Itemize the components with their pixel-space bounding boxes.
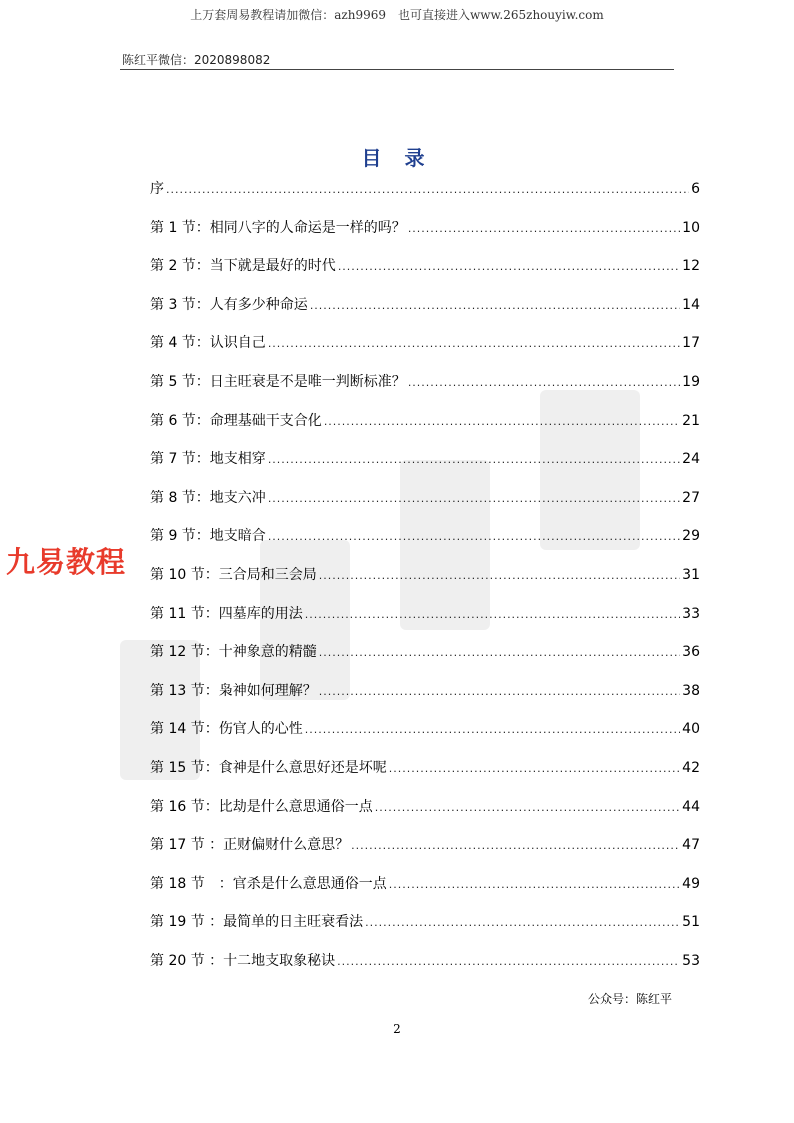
toc-entry[interactable] — [150, 487, 700, 526]
toc-entry[interactable] — [150, 834, 700, 873]
toc-entry[interactable] — [150, 410, 700, 449]
footer-account: 公众号：陈红平 — [588, 992, 673, 1006]
toc-entry-label: 第 13 节：枭神如何理解？ — [150, 682, 317, 699]
toc-dot-leader — [375, 801, 680, 814]
toc-entry-page: 29 — [682, 528, 700, 545]
toc-entry-page: 24 — [682, 451, 700, 468]
toc-dot-leader — [351, 839, 680, 852]
toc-dot-leader — [338, 260, 680, 273]
toc-entry-label: 第 7 节：地支相穿 — [150, 451, 266, 468]
toc-title: 目 录 — [361, 146, 433, 170]
toc-entry-page: 14 — [682, 296, 700, 313]
toc-entry-page: 33 — [682, 605, 700, 622]
toc-dot-leader — [268, 530, 680, 543]
toc-entry-label: 第 9 节：地支暗合 — [150, 528, 266, 545]
toc-dot-leader — [166, 183, 689, 196]
toc-entry[interactable] — [150, 718, 700, 757]
header-wechat: 陈红平微信：2020898082 — [122, 53, 271, 67]
toc-entry-label: 第 8 节：地支六冲 — [150, 489, 266, 506]
toc-entry-page: 17 — [682, 335, 700, 352]
toc-entry-label: 第 17 节 ：正财偏财什么意思？ — [150, 837, 350, 854]
toc-entry-label: 第 10 节：三合局和三会局 — [150, 566, 317, 583]
toc-entry[interactable] — [150, 448, 700, 487]
toc-entry[interactable] — [150, 371, 700, 410]
toc-entry-label: 第 5 节：日主旺衰是不是唯一判断标准？ — [150, 373, 406, 390]
toc-entry[interactable] — [150, 294, 700, 333]
toc-entry-label: 第 14 节：伤官人的心性 — [150, 721, 303, 738]
toc-dot-leader — [305, 608, 680, 621]
toc-entry[interactable] — [150, 332, 700, 371]
page-number: 2 — [393, 1022, 401, 1036]
toc-dot-leader — [310, 299, 680, 312]
toc-entry-label: 第 12 节：十神象意的精髓 — [150, 644, 317, 661]
top-banner: 上万套周易教程请加微信：azh9969 也可直接进入www.265zhouyiw.com — [190, 8, 604, 22]
toc-dot-leader — [268, 337, 680, 350]
toc-entry-label: 第 18 节 ：官杀是什么意思通俗一点 — [150, 875, 387, 892]
toc-entry-page: 21 — [682, 412, 700, 429]
toc-entry[interactable] — [150, 950, 700, 989]
table-of-contents — [150, 178, 700, 988]
toc-entry-page: 49 — [682, 875, 700, 892]
toc-dot-leader — [408, 222, 680, 235]
toc-entry[interactable] — [150, 641, 700, 680]
toc-entry-label: 第 1 节：相同八字的人命运是一样的吗？ — [150, 219, 406, 236]
toc-dot-leader — [408, 376, 680, 389]
header-divider — [120, 69, 674, 70]
toc-entry-page: 36 — [682, 644, 700, 661]
toc-entry[interactable] — [150, 178, 700, 217]
toc-entry[interactable] — [150, 796, 700, 835]
toc-entry-label: 第 3 节：人有多少种命运 — [150, 296, 308, 313]
toc-entry-label: 第 20 节 ：十二地支取象秘诀 — [150, 952, 336, 969]
toc-entry-page: 19 — [682, 373, 700, 390]
toc-entry-label: 第 19 节 ：最简单的日主旺衰看法 — [150, 914, 364, 931]
toc-dot-leader — [324, 415, 680, 428]
toc-dot-leader — [389, 762, 680, 775]
toc-entry-label: 第 6 节：命理基础干支合化 — [150, 412, 322, 429]
toc-entry[interactable] — [150, 564, 700, 603]
toc-dot-leader — [337, 955, 680, 968]
toc-entry[interactable] — [150, 603, 700, 642]
toc-entry[interactable] — [150, 757, 700, 796]
toc-dot-leader — [389, 878, 680, 891]
toc-entry[interactable] — [150, 255, 700, 294]
toc-entry[interactable] — [150, 873, 700, 912]
toc-entry-page: 51 — [682, 914, 700, 931]
toc-dot-leader — [319, 646, 680, 659]
toc-entry-page: 40 — [682, 721, 700, 738]
toc-entry-page: 12 — [682, 258, 700, 275]
toc-entry-page: 6 — [691, 181, 700, 197]
toc-dot-leader — [268, 453, 680, 466]
toc-entry-label: 第 15 节：食神是什么意思好还是坏呢 — [150, 759, 387, 776]
side-watermark-text: 九易教程 — [6, 545, 127, 579]
toc-entry-label: 序 — [150, 181, 164, 197]
toc-entry[interactable] — [150, 525, 700, 564]
toc-entry-label: 第 4 节：认识自己 — [150, 335, 266, 352]
toc-entry-page: 44 — [682, 798, 700, 815]
toc-entry-page: 53 — [682, 952, 700, 969]
toc-dot-leader — [319, 569, 680, 582]
toc-dot-leader — [268, 492, 680, 505]
toc-entry[interactable] — [150, 911, 700, 950]
toc-dot-leader — [365, 916, 680, 929]
toc-entry-page: 38 — [682, 682, 700, 699]
toc-entry-label: 第 16 节：比劫是什么意思通俗一点 — [150, 798, 373, 815]
toc-entry-page: 31 — [682, 566, 700, 583]
toc-entry-page: 42 — [682, 759, 700, 776]
toc-entry[interactable] — [150, 217, 700, 256]
toc-entry-page: 47 — [682, 837, 700, 854]
toc-entry-label: 第 11 节：四墓库的用法 — [150, 605, 303, 622]
toc-dot-leader — [305, 723, 680, 736]
toc-entry-page: 10 — [682, 219, 700, 236]
toc-entry-page: 27 — [682, 489, 700, 506]
toc-dot-leader — [319, 685, 680, 698]
toc-entry-label: 第 2 节：当下就是最好的时代 — [150, 258, 336, 275]
toc-entry[interactable] — [150, 680, 700, 719]
